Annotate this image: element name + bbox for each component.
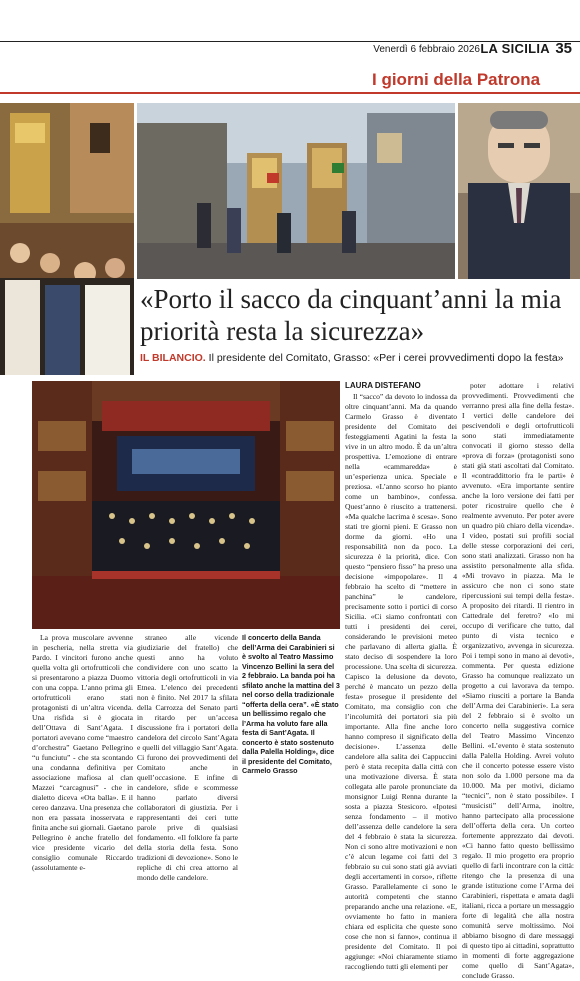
article-column-3 [345,392,457,971]
article-column-2 [137,633,238,882]
article-kicker: IL BILANCIO. [140,352,206,364]
article-headline: «Porto il sacco da cinquant’anni la mia priorità resta la sicurezza» [140,284,562,346]
article-deck [140,352,576,365]
publication-name: LA SICILIA [480,41,550,56]
column-1-text: La prova muscolare avvenne in pescheria, nella stretta via Pardo. I vincitori furono anche quella volta gli ortofrutticoli che si presentarono a piazza Duomo con una coppa. L’anno prima gli ortofrutticoli erano stati protagonisti di un’altra vicenda. Una risfida si è giocata dell’Ottava di Sant’Agata. I portatori avevano come “maestro d’orchestra” Gaetano Pellegrino “u funciutu” - che sta scontando una condanna definitiva per associazione mafiosa al clan Mazzei “carcagnusi” - che in dialetto diceva «Ota balla». E il cereo danzava. Una presenza che non era passata inosservata e finita anche sui giornali. Gaetano Pellegrino è anche fratello del vice presidente vicario del consiglio comunale Riccardo (assolutamente e- [32,633,134,872]
section-title: I giorni della Patrona [372,70,541,89]
column-2-text: straneo alle vicende giudiziarie del fratello) che questi anno ha voluto condividere con uno scatto la vittoria degli ortofrutticoli in via Etnea. L’elenco dei precedenti non è finito. Nel 2017 la sfilata della Carrozza del Senato partì in ritardo per un’accesa discussione fra i portatori della candelora del circolo Sant’Agata e quelli del villaggio Sant’Agata. Ci furono dei provvedimenti del Comitato anche in quell’occasione. E infine di candelore, sfide e scommesse hanno parlato diversi collaboratori di giustizia. Per i rappresentanti dei ceri tutte parole prive di qualsiasi fondamento. «Il folklore fa parte della storia della festa. Sono tradizioni di devozione». Sono le repliche di chi crea attorno al mondo delle candelore. [137,633,238,882]
photo-caption: Il concerto della Banda dell’Arma dei Carabinieri si è svolto al Teatro Massimo Vincenzo Bellini la sera del 2 febbraio. La banda poi ha sfilato anche la mattina del 3 nel corso della tradizionale “offerta della cera”. «È stato un bellissimo regalo che l’Arma ha voluto fare alla festa di Sant’Agata. Il concerto è stato sostenuto dalla Palella Holding», dice il presidente del Comitato, Carmelo Grasso [242,633,340,775]
article-column-1 [32,633,134,872]
column-4-text: poter adottare i relativi provvedimenti. Provvedimenti che verranno presi alla fine della festa». I vertici delle candelore dei pescivendoli e degli ortofrutticoli sono stati immediatamente convocati il giorno stesso della «prova di forza» (protagonisti sono stati già stati ascoltati dal Comitato. Il «contraddittorio fra le parti» è avvenuto. «Era importante sentire anche la loro versione dei fatti per poter ricostruire quello che è realmente avvenuto. Per poter avere un quadro più chiaro della vicenda». I video, postati sui profili social delle stesse corporazioni dei ceri, sono stati analizzati. Grasso non ha assistito personalmente alla sfida. «Mi trovavo in piazza. Ma le assicuro che non ci sono state ripercussioni sui tempi della festa». A proposito dei ritardi. Il rientro in Cattedrale del feretro? «Io mi occupo di verificare che tutto, dal punto di vista tecnico e organizzativo, avvenga in sicurezza. Poi i tempi sono in mano ai devoti», commenta. Per questa edizione Grasso ha comunque realizzato un progetto a cui lavorava da tempo. «Siamo riusciti a portare la Banda dell’Arma dei Carabinieri». La sera del 2 febbraio si è svolto un concerto nella suggestiva cornice del Teatro Massimo Vincenzo Bellini. «L’evento è stata sostenuto dalla Palella Holding. Avrei voluto che il concerto potesse essere visto non solo da 1.000 persone ma da 10.000. Ma per motivi, diciamo “tecnici”, non è stato possibile». I “musicisti” dell’Arma, inoltre, hanno partecipato alla processione dell’offerta della cera. Un corteo fortemente apprezzato dai devoti. «Ci hanno fatto questo bellissimo regalo. Il mio progetto era proprio quello di farli incontrare con la città: ritengo che la presenza di una grande istituzione come l’Arma dei Carabinieri, rispettata e amata dagli italiani, ricca a portare un messaggio forte di legalità che alla nostra comunità serve moltissimo. Noi abbiamo bisogno di dare messaggi di questo tipo ai cittadini, soprattutto in momenti di forte aggregazione come quello di Sant’Agata», conclude Grasso. [462,381,574,980]
photo-president-portrait [458,103,580,279]
article-column-4 [462,381,574,980]
photo-theatre-concert [32,381,340,629]
section-rule [0,92,580,94]
photo-candelora-street [137,103,455,279]
issue-date: Venerdì 6 febbraio 2026 [373,44,480,55]
article-deck-text: Il presidente del Comitato, Grasso: «Per i cerei provvedimenti dopo la festa» [208,352,564,364]
column-3-text: Il “sacco” da devoto lo indossa da oltre cinquant’anni. Ma da quando Carmelo Grasso è diventato presidente del Comitato dei festeggiamenti Agatini la festa la vive in un altro modo. È da un’altra prospettiva. L’emozione di entrare nella «cammaredda» è un’esperienza unica. Speciale e preziosa. «L’anno scorso ho pianto come un bambino», confessa. Quest’anno è riuscito a trattenersi. «Ma qualche lacrima è scesa». Sono stati tre giorni pieni. E Grasso non dorme da giorni. «Ho una responsabilità non da poco. La sicurezza è la priorità, dice. Con questo “pensiero fisso” ha preso una decisione «impopolare». Il 4 febbraio ha scelto di “mettere in panchina” le candelore, precisamente sotto i portici di corso Sicilia. «Ci siamo confrontati con tutti i presidenti dei cerei, considerando le previsioni meteo che parlavano di allerta gialla. È stato deciso di sospendere la loro processione. Una scelta di sicurezza. Capisco la delusione da devoto, perché è mancato un pezzo della festa» prosegue il presidente del Comitato, ma consiglio con che l’incolumità dei portatori sia più importante. Alla fine anche loro hanno compreso il significato della decisione». L’assenza delle candelore alla salita dei Cappuccini però è stata recepita dalla città con una motivazione diversa. È stata collegata alle parole pronunciate da monsignor Luigi Renna durante la sosta a piazza Stesicoro. «Ipotesi senza fondamento – il motivo dell’assenza delle candelore la sera del 4 febbraio è stata la sicurezza. Non ci sono altre motivazioni e non c’è alcun legame coi fatti del 3 febbraio su cui sono stati già avviati degli accertamenti in corso», riflette Grasso. Parallelamente ci sono le autorità competenti che stanno preparando anche una relazione. «E, ovviamente ho fatto in maniera chiara ed esplicita che queste sono cose che non si fanno», continua il presidente del Comitato. Il poi aggiunge: «Noi chiaramente stiamo raccogliendo tutti gli elementi per [345,392,457,971]
photo-procession-crowd-lower [0,280,134,375]
article-byline: LAURA DISTEFANO [345,381,421,390]
page-number: 35 [555,40,572,57]
